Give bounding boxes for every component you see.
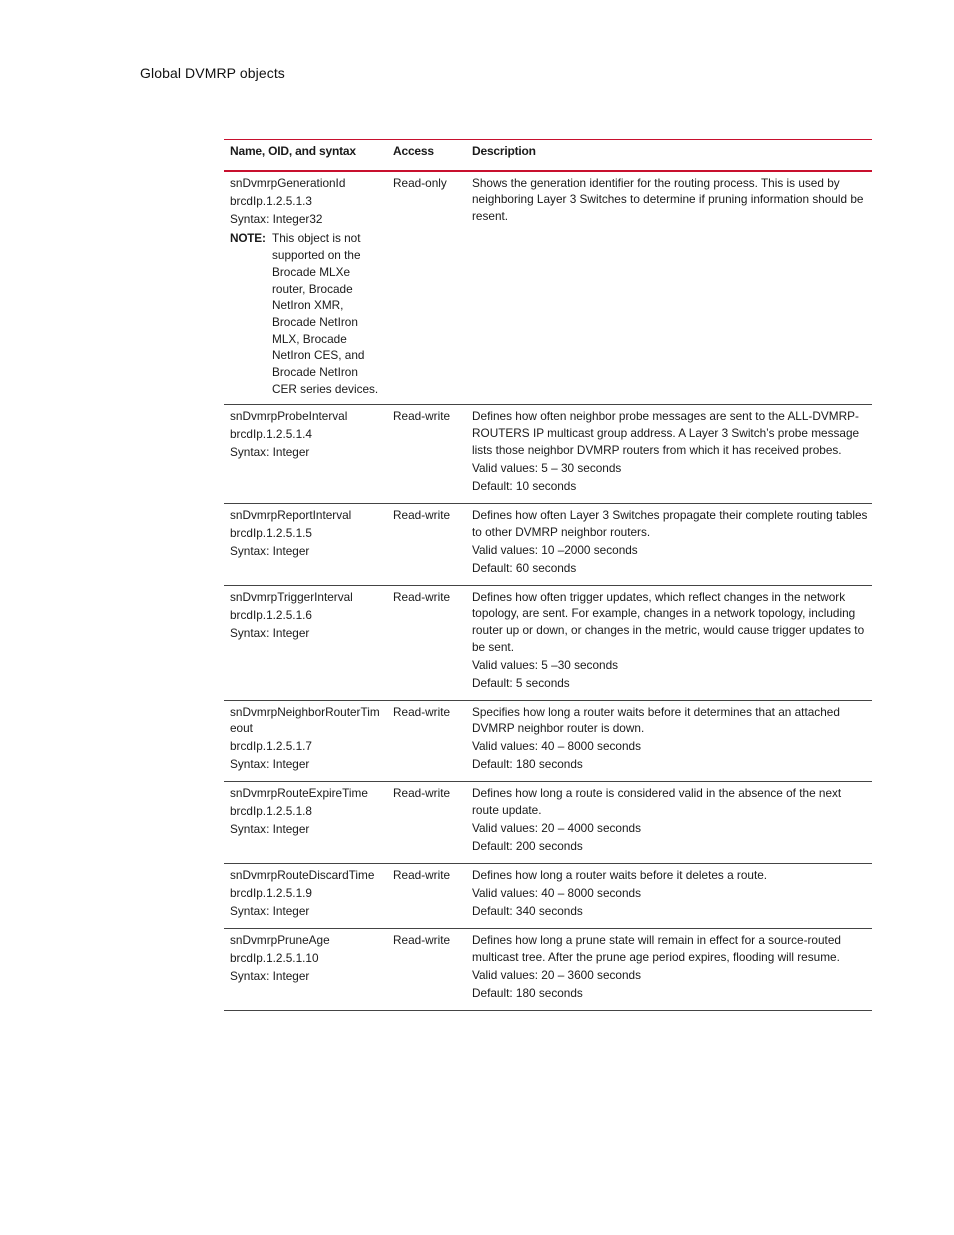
object-cell bbox=[224, 700, 387, 782]
object-oid: brcdIp.1.2.5.1.10 bbox=[230, 951, 319, 966]
note-text: This object is not supported on the Brocade MLXe router, Brocade NetIron XMR, Brocade NetIron MLX, Brocade NetIron CES, and Brocade NetIron CER series devices. bbox=[272, 231, 379, 396]
description-text: Shows the generation identifier for the routing process. This is used by neighboring Layer 3 Switches to determine if pruning information should be resent. bbox=[472, 175, 864, 224]
valid-values: Valid values: 40 – 8000 seconds bbox=[472, 886, 641, 901]
valid-values: Valid values: 5 – 30 seconds bbox=[472, 460, 622, 475]
column-header-description: Description bbox=[472, 144, 536, 158]
object-name: snDvmrpRouteDiscardTime bbox=[230, 868, 375, 883]
valid-values: Valid values: 20 – 3600 seconds bbox=[472, 967, 641, 982]
valid-values: Valid values: 10 –2000 seconds bbox=[472, 542, 638, 557]
object-syntax: Syntax: Integer bbox=[230, 822, 310, 837]
default-value: Default: 180 seconds bbox=[472, 985, 583, 1000]
object-syntax: Syntax: Integer32 bbox=[230, 211, 323, 226]
table-row bbox=[224, 405, 872, 503]
object-cell bbox=[224, 929, 387, 1011]
note bbox=[230, 230, 381, 397]
object-syntax: Syntax: Integer bbox=[230, 543, 310, 558]
access-cell: Read-write bbox=[393, 868, 451, 883]
object-oid: brcdIp.1.2.5.1.7 bbox=[230, 739, 312, 754]
object-cell bbox=[224, 503, 387, 585]
access-cell: Read-only bbox=[393, 175, 447, 190]
running-header: Global DVMRP objects bbox=[140, 65, 285, 81]
access-cell: Read-write bbox=[393, 933, 451, 948]
valid-values: Valid values: 20 – 4000 seconds bbox=[472, 821, 641, 836]
object-cell bbox=[224, 585, 387, 700]
note-label: NOTE: bbox=[230, 231, 266, 246]
access-cell: Read-write bbox=[393, 704, 451, 719]
object-name: snDvmrpRouteExpireTime bbox=[230, 786, 368, 801]
default-value: Default: 5 seconds bbox=[472, 675, 570, 690]
default-value: Default: 200 seconds bbox=[472, 839, 583, 854]
default-value: Default: 60 seconds bbox=[472, 560, 577, 575]
table-row bbox=[224, 585, 872, 700]
object-oid: brcdIp.1.2.5.1.4 bbox=[230, 427, 312, 442]
object-syntax: Syntax: Integer bbox=[230, 757, 310, 772]
valid-values: Valid values: 5 –30 seconds bbox=[472, 657, 619, 672]
object-oid: brcdIp.1.2.5.1.9 bbox=[230, 886, 312, 901]
description-text: Defines how long a router waits before it deletes a route. bbox=[472, 868, 768, 883]
object-name: snDvmrpReportInterval bbox=[230, 507, 352, 522]
access-cell: Read-write bbox=[393, 409, 451, 424]
object-syntax: Syntax: Integer bbox=[230, 625, 310, 640]
description-cell bbox=[466, 782, 872, 864]
object-name: snDvmrpTriggerInterval bbox=[230, 589, 353, 604]
access-cell: Read-write bbox=[393, 589, 451, 604]
description-text: Defines how often Layer 3 Switches propagate their complete routing tables to other DVMRP neighbor routers. bbox=[472, 507, 868, 539]
object-name: snDvmrpProbeInterval bbox=[230, 409, 348, 424]
object-oid: brcdIp.1.2.5.1.6 bbox=[230, 607, 312, 622]
object-name: snDvmrpPruneAge bbox=[230, 933, 330, 948]
access-cell: Read-write bbox=[393, 786, 451, 801]
mib-objects-table bbox=[224, 139, 872, 1011]
object-oid: brcdIp.1.2.5.1.3 bbox=[230, 193, 312, 208]
description-cell bbox=[466, 503, 872, 585]
object-cell bbox=[224, 782, 387, 864]
object-name: snDvmrpGenerationId bbox=[230, 175, 346, 190]
object-name: snDvmrpNeighborRouterTimeout bbox=[230, 704, 380, 736]
valid-values: Valid values: 40 – 8000 seconds bbox=[472, 739, 641, 754]
default-value: Default: 180 seconds bbox=[472, 757, 583, 772]
object-syntax: Syntax: Integer bbox=[230, 904, 310, 919]
description-cell bbox=[466, 700, 872, 782]
description-text: Defines how often neighbor probe messages are sent to the ALL-DVMRP-ROUTERS IP multicast group address. A Layer 3 Switch’s probe message lists those neighbor DVMRP routers from which it has received probes. bbox=[472, 409, 860, 457]
object-syntax: Syntax: Integer bbox=[230, 445, 310, 460]
object-cell bbox=[224, 171, 387, 405]
description-cell bbox=[466, 864, 872, 929]
table-row bbox=[224, 503, 872, 585]
description-cell bbox=[466, 171, 872, 405]
description-text: Defines how long a prune state will remain in effect for a source-routed multicast tree. After the prune age period expires, flooding will resume. bbox=[472, 933, 841, 964]
description-text: Specifies how long a router waits before it determines that an attached DVMRP neighbor router is down. bbox=[472, 704, 840, 736]
object-oid: brcdIp.1.2.5.1.8 bbox=[230, 804, 312, 819]
table-header-row bbox=[224, 140, 872, 171]
object-syntax: Syntax: Integer bbox=[230, 969, 310, 984]
table-row bbox=[224, 782, 872, 864]
column-header-name: Name, OID, and syntax bbox=[230, 144, 356, 158]
table-row bbox=[224, 700, 872, 782]
description-cell bbox=[466, 585, 872, 700]
default-value: Default: 340 seconds bbox=[472, 904, 583, 919]
access-cell: Read-write bbox=[393, 507, 451, 522]
object-oid: brcdIp.1.2.5.1.5 bbox=[230, 525, 312, 540]
default-value: Default: 10 seconds bbox=[472, 478, 577, 493]
column-header-access: Access bbox=[393, 144, 434, 158]
table-row bbox=[224, 929, 872, 1011]
description-text: Defines how often trigger updates, which reflect changes in the network topology, are sent. For example, changes in a network topology, including router up or down, or changes in the metric, would cause trigger updates to be sent. bbox=[472, 589, 865, 654]
description-cell bbox=[466, 405, 872, 503]
table-row bbox=[224, 864, 872, 929]
object-cell bbox=[224, 405, 387, 503]
description-text: Defines how long a route is considered valid in the absence of the next route update. bbox=[472, 786, 842, 818]
description-cell bbox=[466, 929, 872, 1011]
object-cell bbox=[224, 864, 387, 929]
table-row bbox=[224, 171, 872, 405]
